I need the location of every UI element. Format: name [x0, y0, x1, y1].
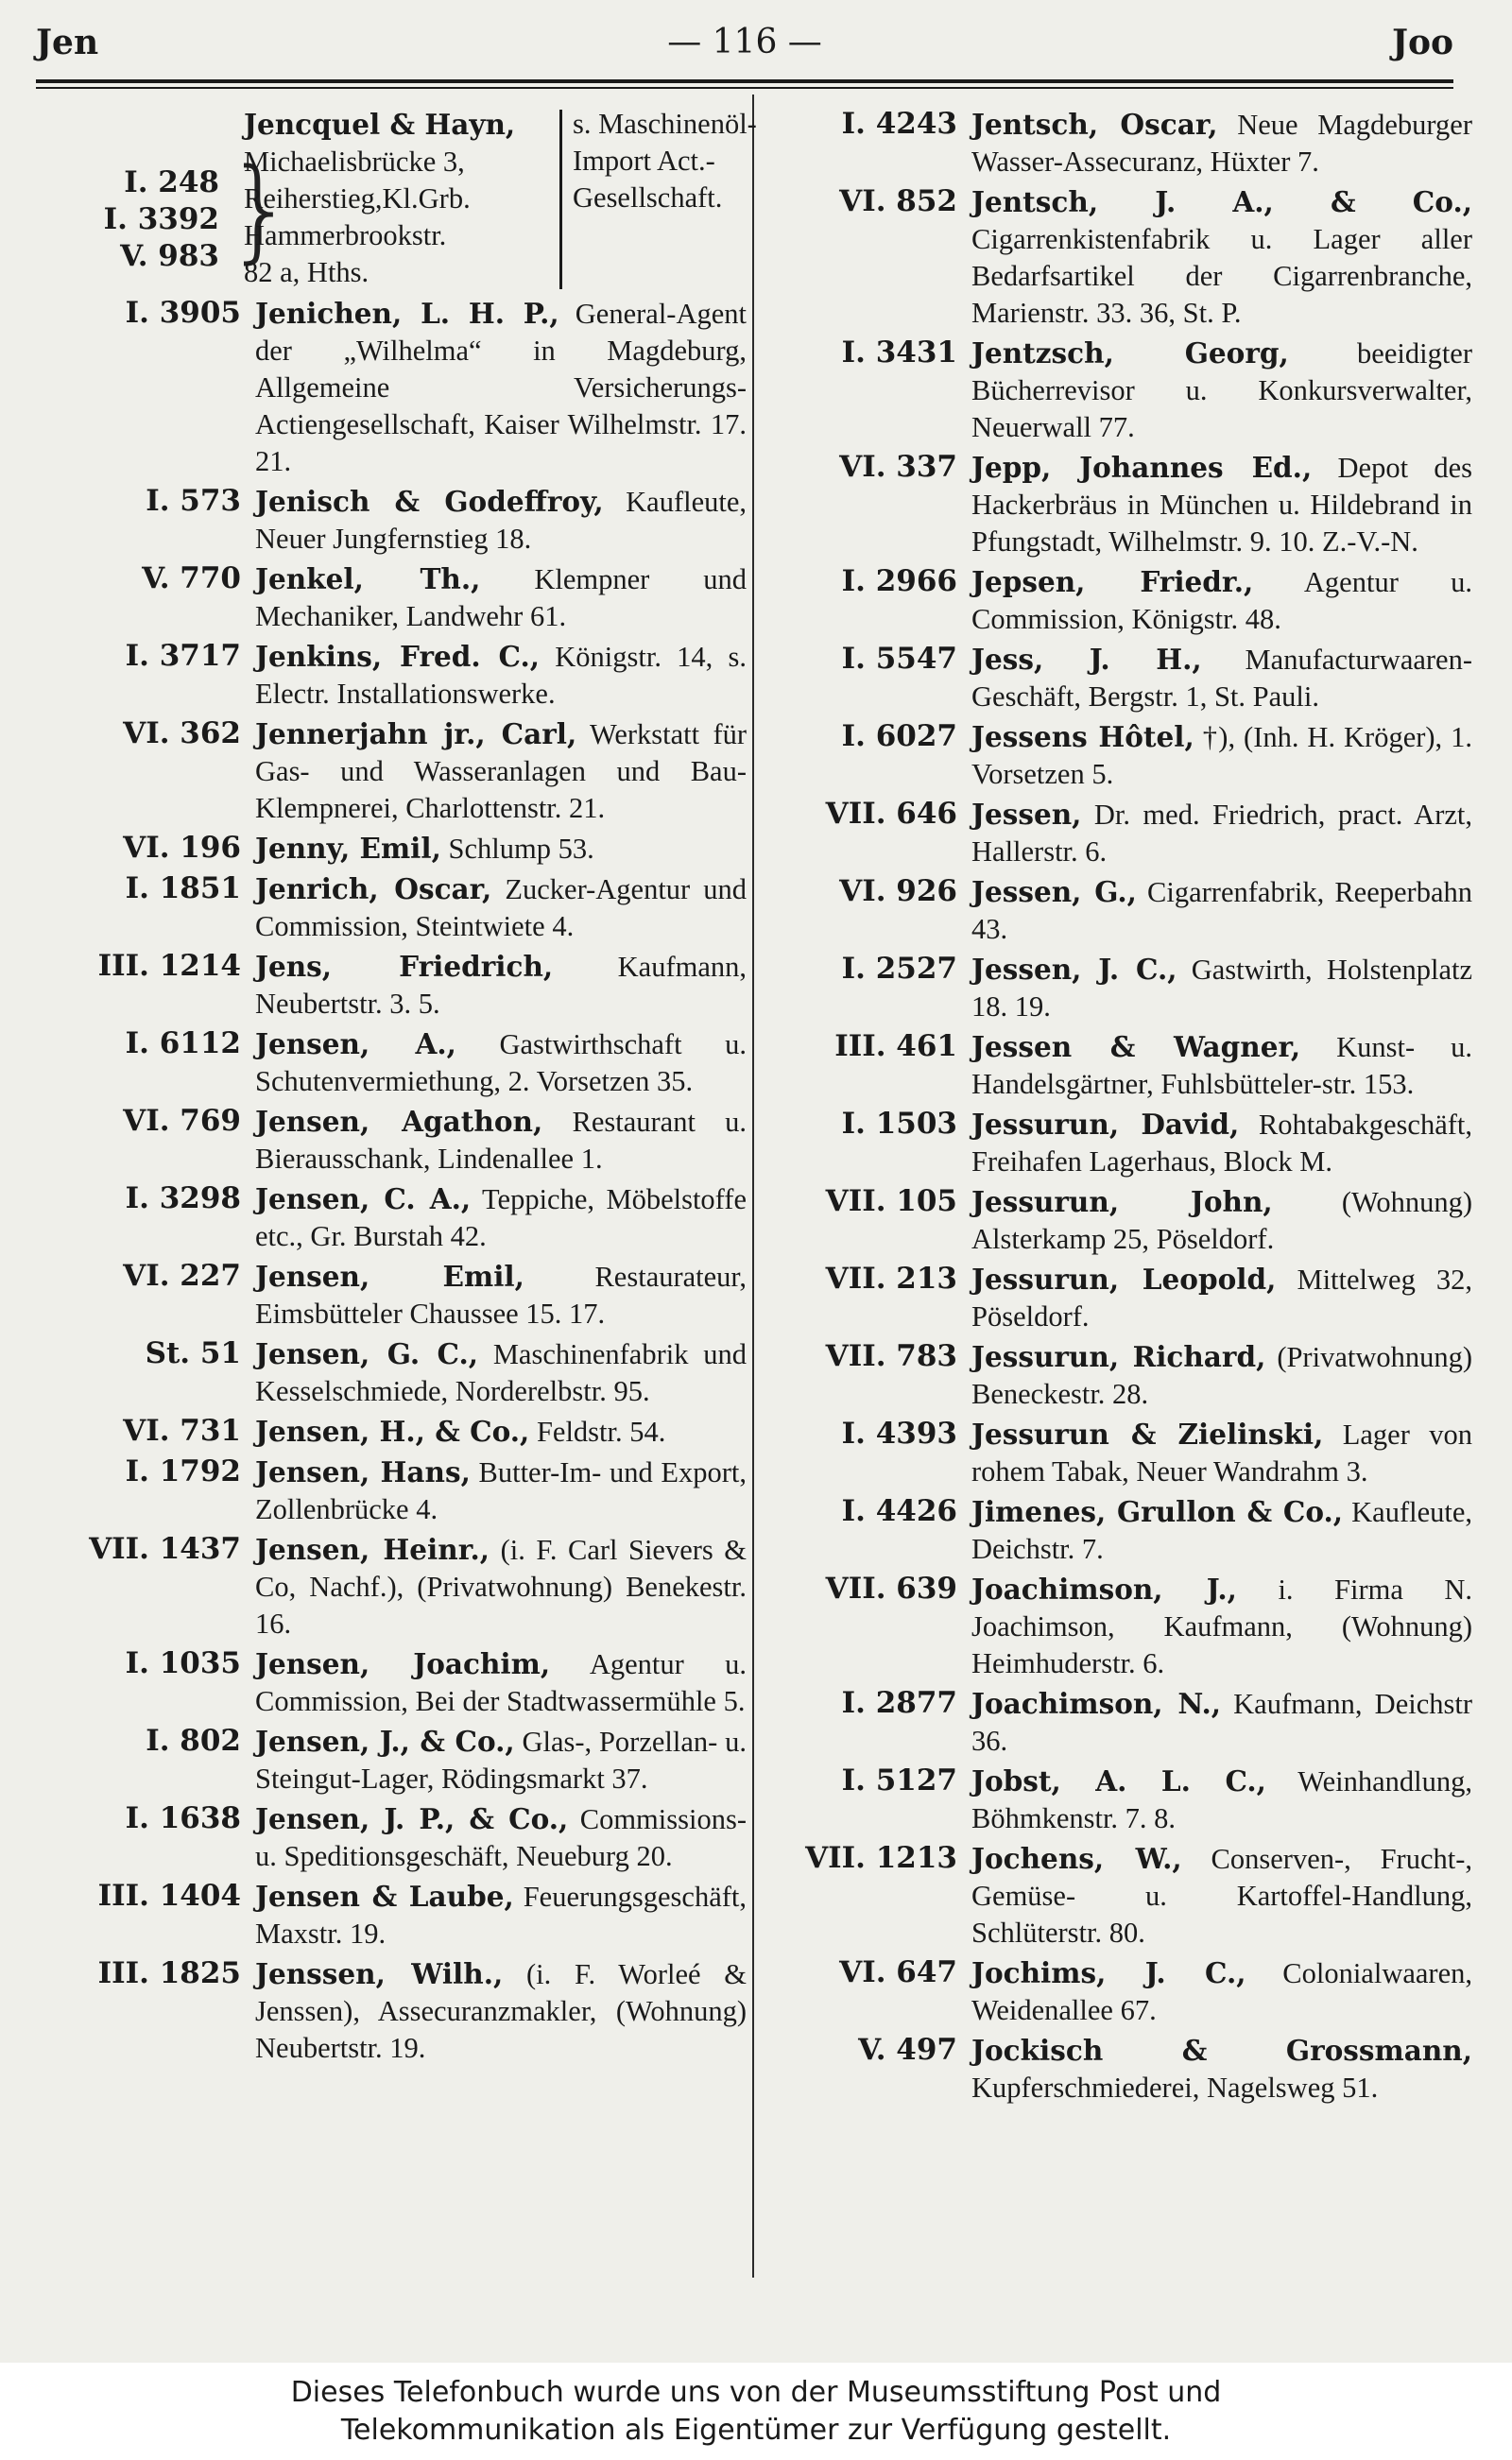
- entry-name: Jochens, W.,: [971, 1842, 1182, 1875]
- entry-name: Jens, Friedrich,: [255, 950, 554, 983]
- phone-number: V. 497: [858, 2033, 957, 2067]
- entry-details: Conserven-, Frucht-, Gemüse- u. Kartoffel-Handlung, Schlüterstr. 80.: [971, 1843, 1472, 1949]
- entry-text: [255, 1723, 747, 1798]
- entry-text: [255, 295, 747, 480]
- grouped-entry-note: s. Maschinenöl-Import Act.-Gesellschaft.: [573, 108, 757, 214]
- directory-entry: [773, 1763, 1472, 1837]
- directory-entry: [57, 1413, 747, 1451]
- directory-entry: [57, 1025, 747, 1100]
- phone-number: I. 802: [146, 1724, 241, 1758]
- phone-number: I. 1638: [125, 1801, 241, 1835]
- entry-name: Jenkel, Th.,: [255, 562, 481, 595]
- entry-text: [255, 1180, 747, 1255]
- entry-name: Joachimson, J.,: [971, 1573, 1237, 1606]
- entry-name: Jensen, H., & Co.,: [255, 1415, 530, 1448]
- header-right-keyword: Joo: [1391, 23, 1453, 62]
- entry-details: Neue Magdeburger Wasser-Assecuranz, Hüxter 7.: [971, 109, 1472, 178]
- entry-details: Rohtabakgeschäft, Freihafen Lagerhaus, Block M.: [971, 1109, 1473, 1178]
- directory-entry: [57, 1454, 747, 1528]
- entry-name: Jockisch & Grossmann,: [971, 2034, 1472, 2067]
- phone-number: III. 1214: [97, 949, 241, 983]
- entry-details: Butter-Im- und Export, Zollenbrücke 4.: [255, 1456, 747, 1525]
- directory-entry: [773, 1571, 1472, 1682]
- directory-entry: [773, 873, 1472, 948]
- left-entry-list: [57, 295, 747, 2067]
- phone-number: VII. 213: [825, 1262, 957, 1296]
- entry-details: †), (Inh. H. Kröger), 1. Vorsetzen 5.: [971, 721, 1472, 790]
- grouped-entry-numbers: [57, 164, 219, 275]
- entry-text: [255, 870, 747, 945]
- entry-details: Werkstatt für Gas- und Wasseranlagen und Bau-Klempnerei, Charlottenstr. 21.: [255, 718, 747, 824]
- page-number: — 116 —: [667, 23, 822, 61]
- phone-number: VI. 227: [123, 1259, 241, 1293]
- phone-number: VI. 647: [839, 1955, 957, 1989]
- phone-number: I. 4393: [841, 1417, 957, 1451]
- entry-text: [971, 1954, 1472, 2029]
- entry-name: Jensen, G. C.,: [255, 1337, 479, 1370]
- phone-number: VI. 337: [839, 450, 957, 484]
- entry-name: Jenssen, Wilh.,: [255, 1957, 504, 1990]
- phone-number: VI. 731: [123, 1414, 241, 1448]
- entry-details: Maschinenfabrik und Kesselschmiede, Norderelbstr. 95.: [255, 1338, 747, 1407]
- directory-entry: [773, 563, 1472, 638]
- entry-details: Schlump 53.: [448, 833, 594, 865]
- phone-number: I. 4243: [841, 107, 957, 141]
- directory-entry: [57, 1955, 747, 2067]
- phone-number: VI. 362: [123, 716, 241, 750]
- phone-number: I. 3905: [125, 296, 241, 330]
- directory-entry: [773, 335, 1472, 446]
- entry-text: [971, 718, 1472, 793]
- entry-text: [255, 560, 747, 635]
- phone-number: V. 983: [120, 239, 219, 273]
- entry-text: [255, 1258, 747, 1333]
- entry-text: [971, 1571, 1472, 1682]
- address-line: 82 a, Hths.: [244, 256, 369, 288]
- entry-text: [255, 830, 747, 868]
- directory-entry: [773, 796, 1472, 870]
- entry-details: Restaurant u. Bierausschank, Lindenallee 1.: [255, 1106, 747, 1175]
- entry-details: Colonialwaaren, Weidenallee 67.: [971, 1957, 1472, 2026]
- footer-notice: [0, 2363, 1512, 2460]
- entry-details: (i. F. Carl Sievers & Co, Nachf.), (Privatwohnung) Benekestr. 16.: [255, 1534, 747, 1640]
- entry-details: Kaufmann, Neubertstr. 3. 5.: [255, 951, 747, 1020]
- entry-text: [255, 715, 747, 827]
- entry-text: [971, 1763, 1472, 1837]
- directory-entry: [57, 483, 747, 558]
- entry-details: Kaufleute, Deichstr. 7.: [971, 1496, 1472, 1565]
- entry-details: beeidigter Bücherrevisor u. Konkursverwalter, Neuerwall 77.: [971, 337, 1472, 443]
- phone-number: VI. 926: [839, 874, 957, 908]
- entry-name: Jessurun, Richard,: [971, 1340, 1266, 1373]
- entry-text: [971, 106, 1472, 181]
- entry-name: Jentsch, J. A., & Co.,: [971, 185, 1472, 218]
- entry-details: Depot des Hackerbräus in München u. Hildebrand in Pfungstadt, Wilhelmstr. 9. 10. Z.-V.-N.: [971, 452, 1472, 558]
- entry-name: Jessurun & Zielinski,: [971, 1418, 1324, 1451]
- entry-text: [971, 449, 1472, 560]
- entry-details: Dr. med. Friedrich, pract. Arzt, Hallerstr. 6.: [971, 799, 1473, 868]
- entry-details: General-Agent der „Wilhelma“ in Magdeburg, Allgemeine Versicherungs-Actiengesellschaft, Kaiser Wilhelmstr. 17. 21.: [255, 298, 747, 477]
- entry-details: i. Firma N. Joachimson, Kaufmann, (Wohnung) Heimhuderstr. 6.: [971, 1574, 1473, 1679]
- entry-text: [971, 1028, 1472, 1103]
- phone-number: V. 770: [142, 561, 241, 595]
- entry-text: [255, 1335, 747, 1410]
- entry-details: Klempner und Mechaniker, Landwehr 61.: [255, 563, 747, 632]
- entry-text: [255, 1103, 747, 1178]
- column-divider: [752, 95, 754, 2278]
- directory-entry: [57, 1531, 747, 1643]
- address-line: Hammerbrookstr.: [244, 219, 447, 251]
- entry-details: Königstr. 14, s. Electr. Installationswerke.: [255, 641, 747, 710]
- directory-entry: [773, 718, 1472, 793]
- page-header: [36, 17, 1453, 66]
- phone-number: I. 573: [146, 484, 241, 518]
- directory-entry: [773, 2032, 1472, 2107]
- entry-details: (i. F. Worleé & Jenssen), Assecuranzmakler, (Wohnung) Neubertstr. 19.: [255, 1958, 747, 2064]
- entry-details: Feldstr. 54.: [536, 1416, 666, 1448]
- phone-number: I. 3431: [841, 335, 957, 370]
- address-line: Michaelisbrücke 3,: [244, 146, 465, 178]
- entry-details: Mittelweg 32, Pöseldorf.: [971, 1264, 1473, 1333]
- header-left-keyword: Jen: [36, 23, 99, 62]
- entry-text: [971, 563, 1472, 638]
- entry-name: Jencquel & Hayn,: [244, 108, 516, 141]
- entry-name: Jenichen, L. H. P.,: [255, 297, 559, 330]
- entry-text: [971, 951, 1472, 1025]
- phone-number: I. 6027: [841, 719, 957, 753]
- phone-number: III. 1825: [97, 1956, 241, 1990]
- address-line: Reiherstieg,Kl.Grb.: [244, 182, 471, 215]
- directory-entry: [57, 870, 747, 945]
- entry-name: Jessen, G.,: [971, 875, 1137, 908]
- entry-text: [971, 1685, 1472, 1760]
- entry-name: Jensen, Joachim,: [255, 1647, 551, 1680]
- phone-number: VI. 769: [123, 1104, 241, 1138]
- entry-name: Jensen, Emil,: [255, 1260, 524, 1293]
- entry-text: [971, 1493, 1472, 1568]
- directory-entry: [773, 1338, 1472, 1413]
- directory-entry: [57, 715, 747, 827]
- entry-details: Restaurateur, Eimsbütteler Chaussee 15. 17.: [255, 1261, 747, 1330]
- directory-entry: [57, 1723, 747, 1798]
- entry-details: Kupferschmiederei, Nagelsweg 51.: [971, 2072, 1379, 2104]
- entry-details: Kaufleute, Neuer Jungfernstieg 18.: [255, 486, 747, 555]
- entry-name: Jessen,: [971, 798, 1082, 831]
- entry-details: Commissions- u. Speditionsgeschäft, Neueburg 20.: [255, 1803, 747, 1872]
- footer-line: Telekommunikation als Eigentümer zur Verfügung gestellt.: [340, 2414, 1172, 2447]
- entry-name: Jensen, Agathon,: [255, 1105, 543, 1138]
- entry-details: Feuerungsgeschäft, Maxstr. 19.: [255, 1881, 747, 1950]
- entry-details: Cigarrenfabrik, Reeperbahn 43.: [971, 876, 1472, 945]
- entry-text: [255, 1413, 747, 1451]
- directory-entry: [57, 295, 747, 480]
- right-entry-list: [773, 106, 1472, 2107]
- curly-brace-icon: }: [225, 144, 297, 274]
- entry-text: [255, 483, 747, 558]
- entry-name: Jenisch & Godeffroy,: [255, 485, 604, 518]
- entry-name: Jessen & Wagner,: [971, 1030, 1301, 1063]
- entry-name: Jensen & Laube,: [255, 1880, 514, 1913]
- phone-number: I. 1035: [125, 1646, 241, 1680]
- entry-name: Jimenes, Grullon & Co.,: [971, 1495, 1344, 1528]
- entry-name: Jensen, A.,: [255, 1027, 456, 1060]
- entry-details: Kaufmann, Deichstr 36.: [971, 1688, 1472, 1757]
- directory-entry: [57, 1800, 747, 1875]
- phone-number: I. 2527: [841, 952, 957, 986]
- directory-entry: [773, 1183, 1472, 1258]
- entry-details: Teppiche, Möbelstoffe etc., Gr. Burstah 42.: [255, 1183, 747, 1252]
- phone-number: VII. 1437: [89, 1532, 241, 1566]
- phone-number: I. 3717: [125, 639, 241, 673]
- directory-entry: [773, 449, 1472, 560]
- phone-number: I. 2966: [841, 564, 957, 598]
- entry-name: Jessurun, Leopold,: [971, 1263, 1277, 1296]
- phone-number: VI. 852: [839, 184, 957, 218]
- phone-number: VII. 646: [825, 797, 957, 831]
- entry-details: Gastwirth, Holstenplatz 18. 19.: [971, 954, 1472, 1023]
- entry-details: (Wohnung) Alsterkamp 25, Pöseldorf.: [971, 1186, 1472, 1255]
- entry-text: [971, 1261, 1472, 1335]
- entry-name: Jessens Hôtel,: [971, 720, 1194, 753]
- entry-text: [255, 1878, 747, 1953]
- entry-text: [255, 1955, 747, 2067]
- phone-number: III. 461: [834, 1029, 957, 1063]
- directory-entry: [773, 183, 1472, 332]
- entry-name: Jensen, Heinr.,: [255, 1533, 490, 1566]
- entry-name: Jessen, J. C.,: [971, 953, 1177, 986]
- directory-entry: [773, 641, 1472, 715]
- phone-number: I. 3298: [125, 1181, 241, 1215]
- entry-text: [255, 1531, 747, 1643]
- entry-name: Jensen, Hans,: [255, 1455, 471, 1488]
- directory-entry: [57, 830, 747, 868]
- entry-name: Jenny, Emil,: [255, 832, 441, 865]
- entry-details: Agentur u. Commission, Königstr. 48.: [971, 566, 1472, 635]
- phone-number: I. 3392: [103, 202, 219, 236]
- entry-name: Joachimson, N.,: [971, 1687, 1221, 1720]
- directory-entry: [773, 1261, 1472, 1335]
- entry-text: [255, 1454, 747, 1528]
- entry-name: Jobst, A. L. C.,: [971, 1764, 1266, 1798]
- entry-text: [971, 335, 1472, 446]
- entry-name: Jensen, J., & Co.,: [255, 1725, 515, 1758]
- entry-name: Jentzsch, Georg,: [971, 336, 1289, 370]
- phone-number: I. 1851: [125, 871, 241, 905]
- entry-text: [971, 873, 1472, 948]
- directory-entry: [773, 106, 1472, 181]
- directory-entry: [773, 951, 1472, 1025]
- phone-number: VI. 196: [123, 831, 241, 865]
- phone-number: I. 1503: [841, 1107, 957, 1141]
- header-rule-thin: [36, 87, 1453, 89]
- entry-text: [971, 1416, 1472, 1490]
- directory-entry: [57, 1878, 747, 1953]
- phone-number: I. 5547: [841, 642, 957, 676]
- grouped-entry-bar: [559, 110, 562, 289]
- directory-entry: [57, 638, 747, 713]
- grouped-entry-jencquel: [57, 106, 757, 295]
- entry-text: [255, 1025, 747, 1100]
- entry-name: Jess, J. H.,: [971, 643, 1202, 676]
- entry-text: [255, 948, 747, 1023]
- entry-text: [971, 1338, 1472, 1413]
- phone-number: I. 248: [124, 165, 219, 199]
- footer-line: Dieses Telefonbuch wurde uns von der Museumsstiftung Post und: [290, 2376, 1222, 2409]
- directory-entry: [773, 1954, 1472, 2029]
- right-column: [773, 106, 1472, 2109]
- entry-details: Weinhandlung, Böhmkenstr. 7. 8.: [971, 1765, 1473, 1834]
- phone-number: St. 51: [145, 1336, 241, 1370]
- directory-entry: [773, 1685, 1472, 1760]
- entry-details: Cigarrenkistenfabrik u. Lager aller Bedarfsartikel der Cigarrenbranche, Marienstr. 33. 36, St. P.: [971, 223, 1472, 329]
- directory-entry: [57, 948, 747, 1023]
- entry-name: Jochims, J. C.,: [971, 1956, 1246, 1989]
- phone-number: I. 5127: [841, 1763, 957, 1798]
- entry-name: Jensen, C. A.,: [255, 1182, 472, 1215]
- entry-details: Zucker-Agentur und Commission, Steintwiete 4.: [255, 873, 747, 942]
- entry-text: [971, 1840, 1472, 1952]
- entry-text: [971, 796, 1472, 870]
- entry-name: Jenkins, Fred. C.,: [255, 640, 541, 673]
- entry-name: Jentsch, Oscar,: [971, 108, 1218, 141]
- entry-name: Jennerjahn jr., Carl,: [255, 717, 577, 750]
- entry-text: [255, 1800, 747, 1875]
- phone-number: VII. 639: [825, 1572, 957, 1606]
- entry-text: [255, 1645, 747, 1720]
- entry-details: (Privatwohnung) Beneckestr. 28.: [971, 1341, 1473, 1410]
- phone-number: I. 1792: [125, 1454, 241, 1488]
- entry-name: Jessurun, John,: [971, 1185, 1273, 1218]
- entry-text: [971, 183, 1472, 332]
- entry-details: Manufacturwaaren-Geschäft, Bergstr. 1, St. Pauli.: [971, 644, 1473, 713]
- directory-entry: [773, 1416, 1472, 1490]
- entry-text: [255, 638, 747, 713]
- entry-name: Jepsen, Friedr.,: [971, 565, 1254, 598]
- directory-entry: [57, 560, 747, 635]
- entry-details: Lager von rohem Tabak, Neuer Wandrahm 3.: [971, 1419, 1472, 1488]
- directory-entry: [57, 1180, 747, 1255]
- entry-text: [971, 1183, 1472, 1258]
- directory-entry: [773, 1840, 1472, 1952]
- phone-number: I. 4426: [841, 1494, 957, 1528]
- entry-details: Agentur u. Commission, Bei der Stadtwassermühle 5.: [255, 1648, 747, 1717]
- entry-name: Jensen, J. P., & Co.,: [255, 1802, 569, 1835]
- phone-number: III. 1404: [97, 1879, 241, 1913]
- grouped-entry-addresses: [244, 106, 556, 291]
- phone-number: I. 2877: [841, 1686, 957, 1720]
- entry-name: Jessurun, David,: [971, 1108, 1240, 1141]
- directory-entry: [57, 1335, 747, 1410]
- entry-details: Gastwirthschaft u. Schutenvermiethung, 2. Vorsetzen 35.: [255, 1028, 747, 1097]
- directory-entry: [773, 1493, 1472, 1568]
- entry-text: [971, 1106, 1472, 1180]
- directory-entry: [57, 1258, 747, 1333]
- entry-text: [971, 2032, 1472, 2107]
- directory-entry: [57, 1645, 747, 1720]
- entry-name: Jepp, Johannes Ed.,: [971, 451, 1313, 484]
- directory-entry: [773, 1028, 1472, 1103]
- left-column: [57, 106, 757, 2070]
- phone-number: VII. 783: [825, 1339, 957, 1373]
- directory-entry: [57, 1103, 747, 1178]
- directory-entry: [773, 1106, 1472, 1180]
- entry-details: Kunst- u. Handelsgärtner, Fuhlsbütteler-str. 153.: [971, 1031, 1472, 1100]
- entry-name: Jenrich, Oscar,: [255, 872, 492, 905]
- phone-number: I. 6112: [125, 1026, 241, 1060]
- phone-number: VII. 1213: [805, 1841, 957, 1875]
- entry-text: [971, 641, 1472, 715]
- entry-details: Glas-, Porzellan- u. Steingut-Lager, Rödingsmarkt 37.: [255, 1726, 747, 1795]
- phone-number: VII. 105: [825, 1184, 957, 1218]
- header-rule-thick: [36, 79, 1453, 83]
